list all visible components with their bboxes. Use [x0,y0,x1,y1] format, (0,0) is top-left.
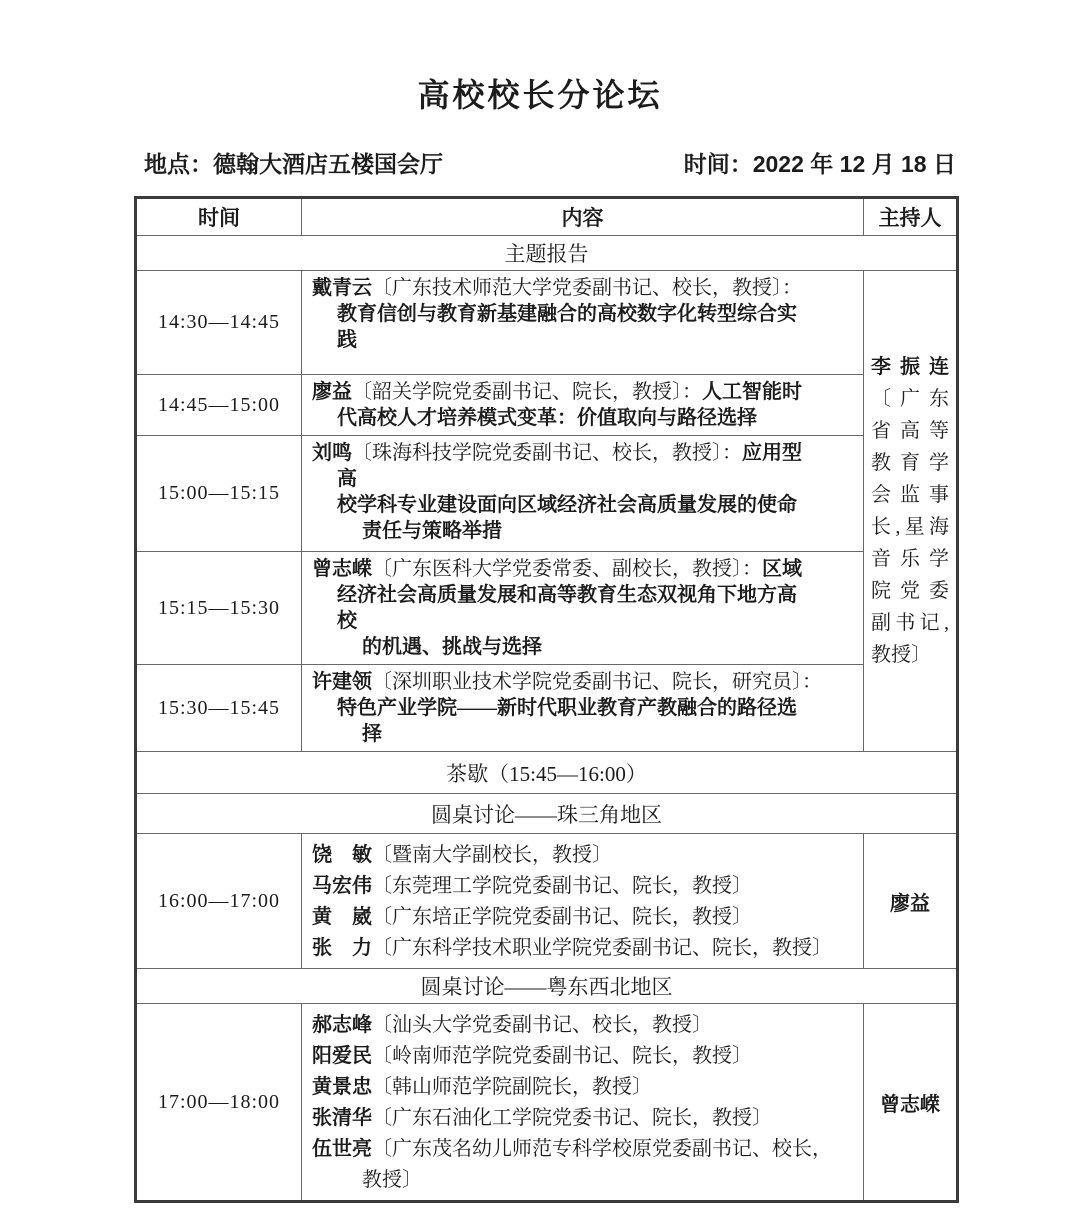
page-title: 高校校长分论坛 [417,77,663,113]
session-row [136,552,958,665]
section-row [136,752,958,794]
speaker-or-topic-text: 校学科专业建设面向区域经济社会高质量发展的使命 [337,494,797,516]
speaker-or-topic-text: 郝志峰 [312,1014,372,1036]
section-label: 圆桌讨论——珠三角地区 [136,794,958,834]
content-line [312,275,857,301]
speaker-or-topic-text: 廖益 [312,381,352,403]
section-label: 圆桌讨论——粤东西北地区 [136,969,958,1004]
affiliation-text: 〔广东石油化工学院党委书记、院长，教授〕 [372,1107,772,1129]
time-cell: 15:30—15:45 [136,665,302,752]
content-cell [302,271,864,375]
speaker-or-topic-text: 区域 [762,558,802,580]
header-time: 时间 [136,198,302,236]
section-row [136,236,958,271]
speaker-or-topic-text: 伍世亮 [312,1138,372,1160]
speaker-or-topic-text: 特色产业学院——新时代职业教育产教融合的路径选 [337,697,797,719]
speaker-or-topic-text: 责任与策略举措 [362,520,502,542]
affiliation-text: 〔汕头大学党委副书记、校长，教授〕 [372,1014,712,1036]
speaker-or-topic-text: 人工智能时 [702,381,802,403]
content-cell [302,552,864,665]
speaker-or-topic-text: 经济社会高质量发展和高等教育生态双视角下地方高 [337,584,797,606]
host-name: 曾志嵘 [880,1093,940,1116]
time-cell: 14:45—15:00 [136,375,302,436]
time-cell: 15:15—15:30 [136,552,302,665]
affiliation-text: 〔广东科学技术职业学院党委副书记、院长，教授〕 [372,937,832,959]
content-line [312,301,857,327]
section-row [136,794,958,834]
speaker-or-topic-text: 戴青云 [312,277,372,299]
session-row [136,375,958,436]
host-desc: 〔广东省高等教育学会监事长,星海音乐学院党委副书记,教授〕 [871,388,949,666]
affiliation-text: 〔韶关学院党委副书记、院长，教授〕： [352,381,702,403]
speaker-or-topic-text: 教育信创与教育新基建融合的高校数字化转型综合实 [337,303,797,325]
speaker-or-topic-text: 的机遇、挑战与选择 [362,636,542,658]
speaker-or-topic-text: 阳爱民 [312,1045,372,1067]
content-line [312,1041,857,1072]
header-content: 内容 [302,198,864,236]
schedule-table [134,196,959,1203]
speaker-or-topic-text: 黄 崴 [312,906,372,928]
content-line [312,933,857,964]
table-header-row [136,198,958,236]
affiliation-text: 〔深圳职业技术学院党委副书记、院长，研究员〕： [372,671,822,693]
section-label: 茶歇（15:45—16:00） [136,752,958,794]
meta-row [144,146,956,179]
content-line [312,492,857,518]
date-label: 时间：2022 年 12 月 18 日 [683,151,956,177]
content-line [312,1010,857,1041]
time-cell: 15:00—15:15 [136,436,302,552]
affiliation-text: 〔韩山师范学院副院长，教授〕 [372,1076,652,1098]
speaker-or-topic-text: 择 [362,723,382,745]
speaker-or-topic-text: 饶 敏 [312,844,372,866]
speaker-or-topic-text: 马宏伟 [312,875,372,897]
header-host: 主持人 [864,198,958,236]
session-row [136,436,958,552]
schedule-table-body [136,236,958,1202]
host-name: 廖益 [890,892,930,915]
speaker-or-topic-text: 张清华 [312,1107,372,1129]
venue-label: 地点：德翰大酒店五楼国会厅 [144,151,443,177]
session-row [136,1004,958,1202]
content-line [312,582,857,608]
affiliation-text: 〔暨南大学副校长，教授〕 [372,844,612,866]
content-line [312,721,857,747]
affiliation-text: 〔广东医科大学党委常委、副校长，教授〕： [372,558,762,580]
affiliation-text: 教授〕 [362,1169,422,1191]
content-line [312,440,857,466]
session-row [136,271,958,375]
host-name: 李振连 [871,356,949,378]
content-line [312,634,857,660]
content-line [312,871,857,902]
speaker-or-topic-text: 张 力 [312,937,372,959]
section-label: 主题报告 [136,236,958,271]
content-cell [302,1004,864,1202]
speaker-or-topic-text: 应用型 [742,442,802,464]
session-row [136,834,958,969]
content-line [312,902,857,933]
content-line [312,1103,857,1134]
time-cell: 16:00—17:00 [136,834,302,969]
section-row [136,969,958,1004]
host-cell [864,1004,958,1202]
affiliation-text: 〔广东技术师范大学党委副书记、校长，教授〕： [372,277,802,299]
session-row [136,665,958,752]
content-line [312,695,857,721]
content-line [312,608,857,634]
speaker-or-topic-text: 刘鸣 [312,442,352,464]
speaker-or-topic-text: 许建领 [312,671,372,693]
content-line [312,556,857,582]
host-cell [864,834,958,969]
content-line [312,1165,857,1196]
affiliation-text: 〔东莞理工学院党委副书记、院长，教授〕 [372,875,752,897]
speaker-or-topic-text: 践 [337,329,357,351]
content-line [312,669,857,695]
content-line [312,327,857,353]
affiliation-text: 〔广东茂名幼儿师范专科学校原党委副书记、校长， [372,1138,832,1160]
affiliation-text: 〔珠海科技学院党委副书记、校长，教授〕： [352,442,742,464]
speaker-or-topic-text: 校 [337,610,357,632]
content-cell [302,665,864,752]
affiliation-text: 〔岭南师范学院党委副书记、院长，教授〕 [372,1045,752,1067]
content-line [312,405,857,431]
speaker-or-topic-text: 曾志嵘 [312,558,372,580]
speaker-or-topic-text: 高 [337,468,357,490]
content-line [312,1072,857,1103]
host-cell [864,271,958,752]
speaker-or-topic-text: 黄景忠 [312,1076,372,1098]
content-cell [302,436,864,552]
content-line [312,379,857,405]
content-line [312,840,857,871]
time-cell: 14:30—14:45 [136,271,302,375]
content-cell [302,834,864,969]
time-cell: 17:00—18:00 [136,1004,302,1202]
content-cell [302,375,864,436]
content-line [312,518,857,544]
content-line [312,466,857,492]
speaker-or-topic-text: 代高校人才培养模式变革：价值取向与路径选择 [337,407,757,429]
affiliation-text: 〔广东培正学院党委副书记、院长，教授〕 [372,906,752,928]
content-line [312,1134,857,1165]
